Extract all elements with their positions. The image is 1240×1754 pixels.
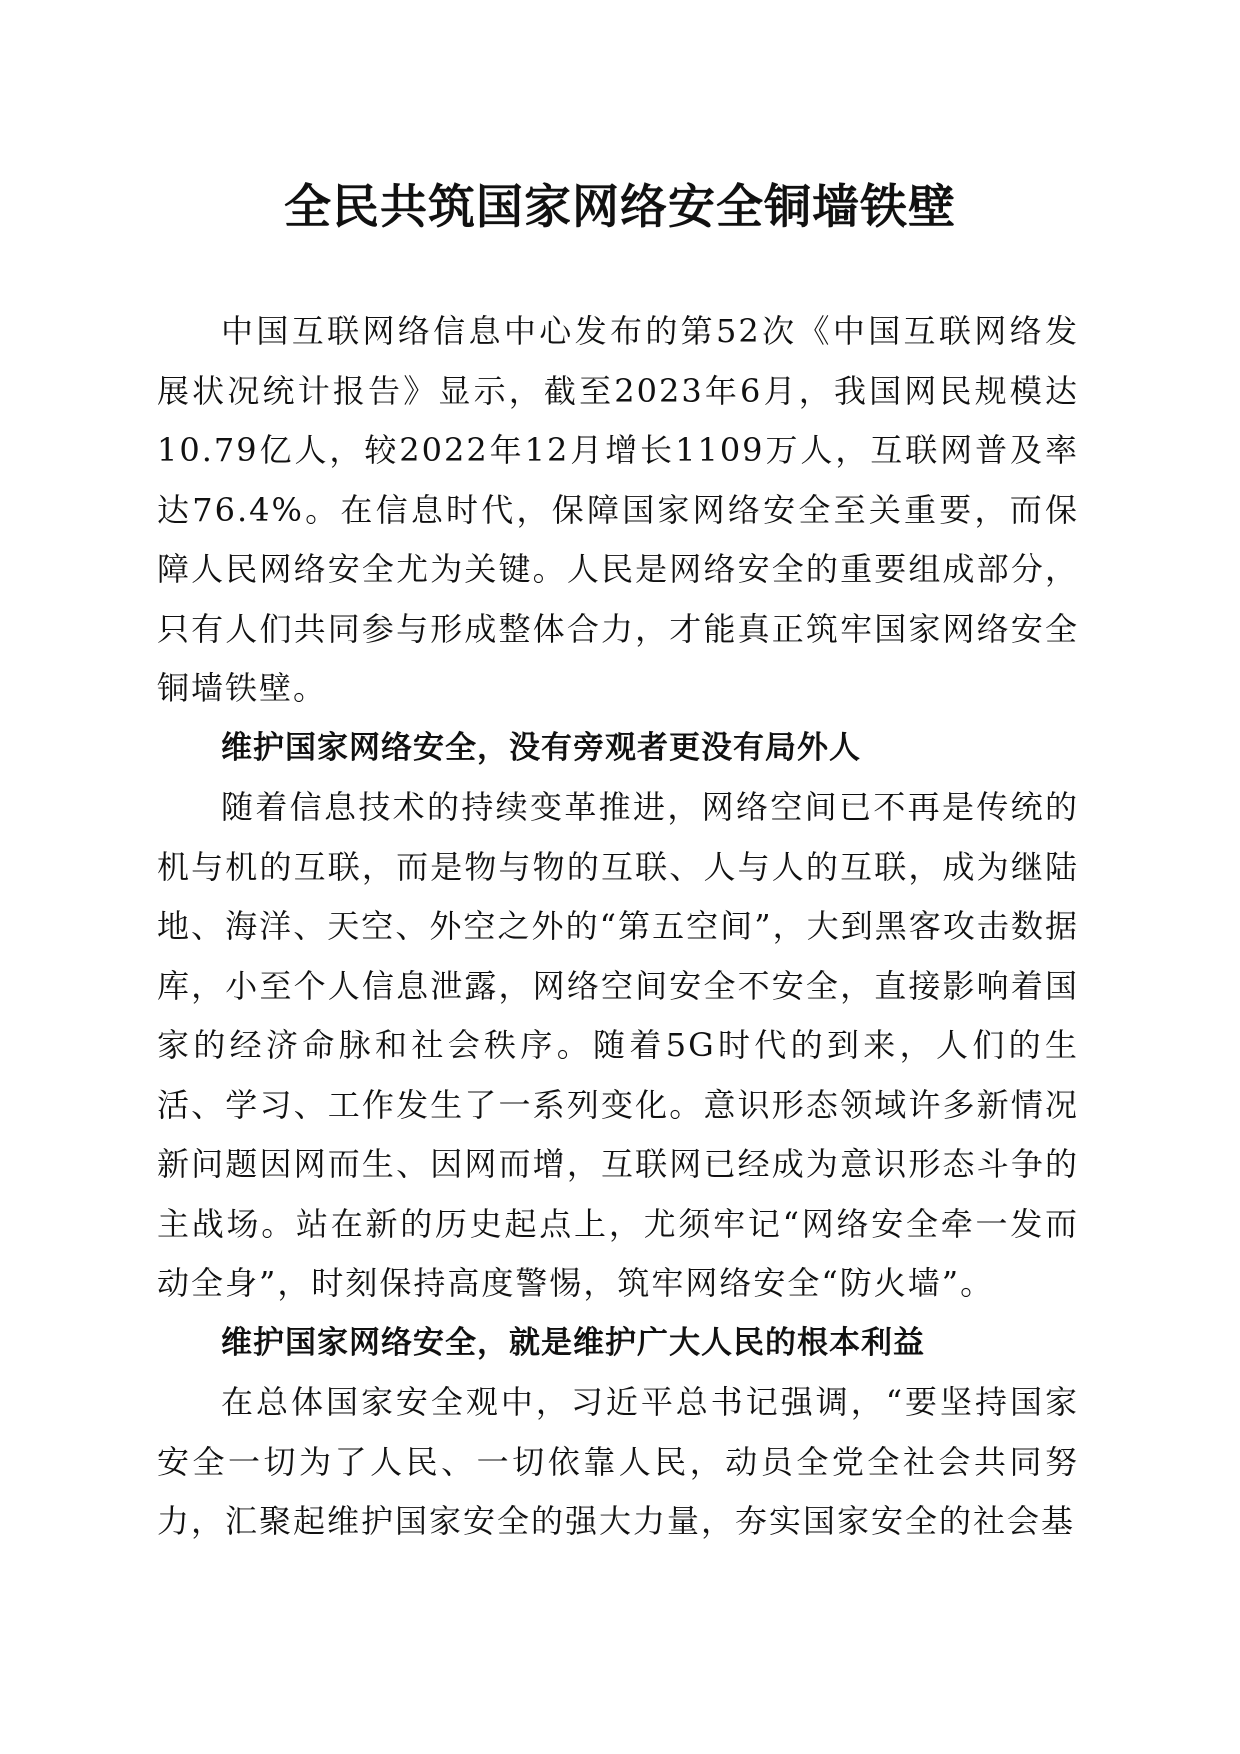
section-heading-2: 维护国家网络安全，就是维护广大人民的根本利益 (221, 1324, 925, 1361)
paragraph-intro: 中国互联网络信息中心发布的第52次《中国互联网络发展状况统计报告》显示，截至2023年6月，我国网民规模达10.79亿人，较2022年12月增长1109万人，互联网普及率达76.4%。在信息时代，保障国家网络安全至关重要，而保障人民网络安全尤为关键。人民是网络安全的重要组成部分，只有人们共同参与形成整体合力，才能真正筑牢国家网络安全铜墙铁壁。 (157, 312, 1079, 707)
document-body (157, 302, 1079, 1552)
paragraph-section-2: 在总体国家安全观中，习近平总书记强调，“要坚持国家安全一切为了人民、一切依靠人民，动员全党全社会共同努力，汇聚起维护国家安全的强大力量，夯实国家安全的社会基 (157, 1383, 1079, 1540)
paragraph-section-1: 随着信息技术的持续变革推进，网络空间已不再是传统的机与机的互联，而是物与物的互联、人与人的互联，成为继陆地、海洋、天空、外空之外的“第五空间”，大到黑客攻击数据库，小至个人信息泄露，网络空间安全不安全，直接影响着国家的经济命脉和社会秩序。随着5G时代的到来，人们的生活、学习、工作发生了一系列变化。意识形态领域许多新情况新问题因网而生、因网而增，互联网已经成为意识形态斗争的主战场。站在新的历史起点上，尤须牢记“网络安全牵一发而动全身”，时刻保持高度警惕，筑牢网络安全“防火墙”。 (157, 788, 1079, 1302)
section-heading-1: 维护国家网络安全，没有旁观者更没有局外人 (221, 729, 861, 766)
document-title: 全民共筑国家网络安全铜墙铁壁 (284, 180, 956, 235)
